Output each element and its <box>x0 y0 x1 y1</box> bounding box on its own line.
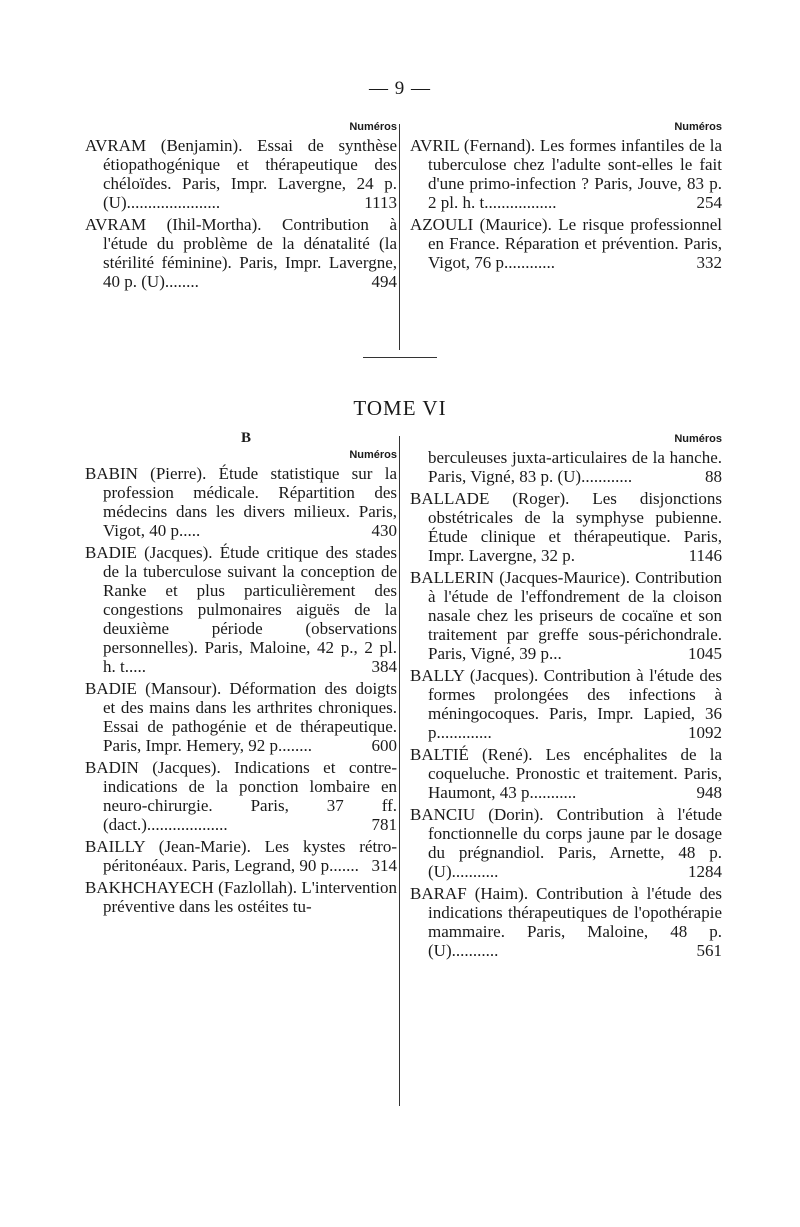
bibliography-entry <box>85 837 397 875</box>
entry-text: BARAF (Haim). Contribution à l'étude des indications thérapeutiques de l'opothérapie mammaire. Paris, Maloine, 48 p. (U)........... <box>410 884 722 960</box>
bibliography-entry <box>410 884 722 960</box>
numeros-header: Numéros <box>674 121 722 133</box>
bibliography-entry <box>410 489 722 565</box>
bibliography-entry <box>85 878 397 916</box>
entry-number: 1045 <box>688 644 722 663</box>
section-letter: B <box>240 430 251 446</box>
section-divider <box>363 357 437 358</box>
bibliography-entry <box>85 136 397 212</box>
bibliography-entry <box>85 679 397 755</box>
entry-text: BADIN (Jacques). Indications et contre-indications de la ponction lombaire en neuro-chirurgie. Paris, 37 ff. (dact.)................... <box>85 758 397 834</box>
entry-number: 1284 <box>688 862 722 881</box>
entry-number: 1113 <box>364 193 397 212</box>
entry-number: 561 <box>696 941 722 960</box>
entry-text: AVRAM (Benjamin). Essai de synthèse étiopathogénique et thérapeutique des chéloïdes. Paris, Impr. Lavergne, 24 p. (U)...................... <box>85 136 397 212</box>
entry-number: 781 <box>371 815 397 834</box>
numeros-header: Numéros <box>349 121 397 133</box>
entry-text: AVRAM (Ihil-Mortha). Contribution à l'étude du problème de la dénatalité (la stérilité féminine). Paris, Impr. Lavergne, 40 p. (U)........ <box>85 215 397 291</box>
bottom-left-column <box>85 430 397 916</box>
entry-text: BALLERIN (Jacques-Maurice). Contribution à l'étude de l'effondrement de la cloison nasale chez les priseurs de cocaïne et son traitement par greffe sous-périchondrale. Paris, Vigné, 39 p... <box>410 568 722 663</box>
tome-title: TOME VI <box>353 396 447 420</box>
bibliography-entry <box>410 215 722 272</box>
entry-text: BAKHCHAYECH (Fazlollah). L'intervention préventive dans les ostéites tu- <box>85 878 397 916</box>
entry-number: 332 <box>696 253 722 272</box>
entry-text: BALLY (Jacques). Contribution à l'étude des formes prolongées des infections à méningocoques. Paris, Impr. Lapied, 36 p............. <box>410 666 722 742</box>
page-number: — 9 — <box>369 78 431 99</box>
bibliography-entry <box>410 805 722 881</box>
entry-text: berculeuses juxta-articulaires de la hanche. Paris, Vigné, 83 p. (U)............ <box>428 448 722 486</box>
entry-number: 494 <box>371 272 397 291</box>
top-right-column <box>410 118 722 272</box>
bibliography-entry <box>410 448 722 486</box>
bibliography-entry <box>410 666 722 742</box>
entry-number: 88 <box>705 467 722 486</box>
numeros-header: Numéros <box>674 433 722 445</box>
entry-number: 1092 <box>688 723 722 742</box>
entry-text: AVRIL (Fernand). Les formes infantiles de la tuberculose chez l'adulte sont-elles le fait d'une primo-infection ? Paris, Jouve, 83 p. 2 pl. h. t................. <box>410 136 722 212</box>
bibliography-entry <box>85 758 397 834</box>
entry-text: BADIE (Jacques). Étude critique des stades de la tuberculose suivant la conception de Ranke et plus particulièrement des congestions pulmonaires aiguës de la deuxième période (observations personnelles). Paris, Maloine, 42 p., 2 pl. h. t..... <box>85 543 397 676</box>
entry-number: 948 <box>696 783 722 802</box>
column-divider <box>399 436 400 1106</box>
entry-text: BANCIU (Dorin). Contribution à l'étude fonctionnelle du corps jaune par le dosage du prégnandiol. Paris, Arnette, 48 p. (U)........... <box>410 805 722 881</box>
entry-text: BABIN (Pierre). Étude statistique sur la profession médicale. Répartition des médecins dans les divers milieux. Paris, Vigot, 40 p..... <box>85 464 397 540</box>
bibliography-entry <box>85 543 397 676</box>
entry-number: 254 <box>696 193 722 212</box>
entry-number: 314 <box>371 856 397 875</box>
entry-text: BADIE (Mansour). Déformation des doigts et des mains dans les arthrites chroniques. Essai de pathogénie et de thérapeutique. Paris, Impr. Hemery, 92 p........ <box>85 679 397 755</box>
entry-number: 1146 <box>688 546 722 565</box>
entry-text: BALLADE (Roger). Les disjonctions obstétricales de la symphyse pubienne. Étude clinique et thérapeutique. Paris, Impr. Lavergne, 32 p. <box>410 489 722 565</box>
bibliography-entry <box>410 745 722 802</box>
entry-number: 430 <box>371 521 397 540</box>
top-left-column <box>85 118 397 291</box>
bibliography-entry <box>410 568 722 663</box>
entry-text: BALTIÉ (René). Les encéphalites de la coqueluche. Pronostic et traitement. Paris, Haumont, 43 p........... <box>410 745 722 802</box>
bibliography-entry <box>410 136 722 212</box>
entry-number: 600 <box>371 736 397 755</box>
bottom-right-column <box>410 430 722 960</box>
bibliography-entry <box>85 464 397 540</box>
entry-text: BAILLY (Jean-Marie). Les kystes rétro-péritonéaux. Paris, Legrand, 90 p....... <box>85 837 397 875</box>
bibliography-entry <box>85 215 397 291</box>
numeros-header: Numéros <box>349 449 397 461</box>
entry-number: 384 <box>371 657 397 676</box>
entry-text: AZOULI (Maurice). Le risque professionnel en France. Réparation et prévention. Paris, Vigot, 76 p............ <box>410 215 722 272</box>
column-divider <box>399 124 400 350</box>
